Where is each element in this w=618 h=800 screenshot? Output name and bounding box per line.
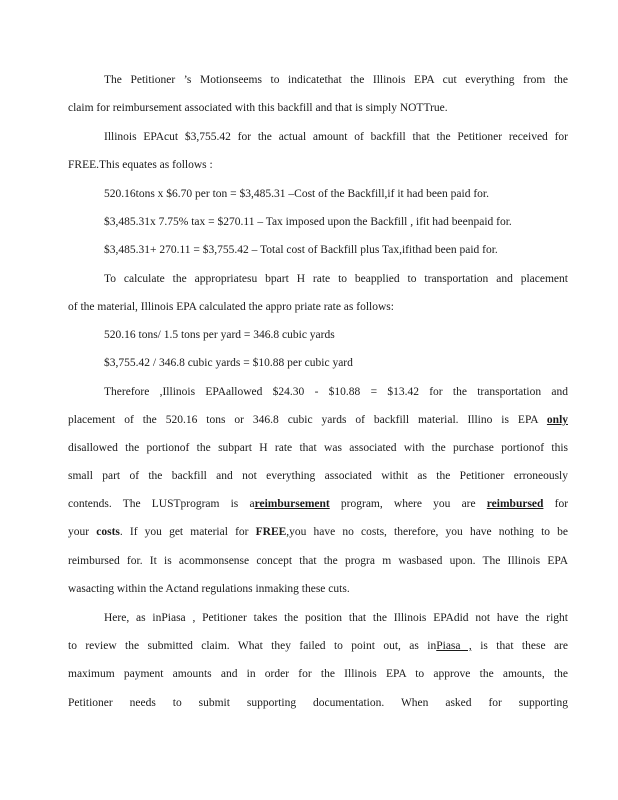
paragraph-4-line-1: Therefore ,Illinois EPAallowed $24.30 - $10.88 = $13.42 for the transportation and xyxy=(104,386,568,398)
paragraph-5-line-4: Petitioner needs to submit supporting documentation. When asked for supporting xyxy=(68,697,568,709)
paragraph-3-line-2: of the material, Illinois EPA calculated the appro priate rate as follows: xyxy=(68,301,394,313)
paragraph-4-line-8: wasacting within the Actand regulations inmaking these cuts. xyxy=(68,583,350,595)
emphasis-reimbursed: reimbursed xyxy=(486,498,544,510)
paragraph-5-line-3: maximum payment amounts and in order for the Illinois EPA to approve the amounts, the xyxy=(68,668,568,680)
paragraph-4-line-5-text-b: program, where you are xyxy=(340,498,476,510)
emphasis-only: only xyxy=(546,414,568,426)
paragraph-4-line-6-text-b: . If you get material for xyxy=(119,526,249,538)
paragraph-5-line-2 xyxy=(68,636,568,656)
paragraph-4-line-7: reimbursed for. It is acommonsense concept that the progra m wasbased upon. The Illinois EPA xyxy=(68,555,568,567)
paragraph-4-line-5 xyxy=(68,494,568,514)
paragraph-4-line-6-text-a: your xyxy=(68,526,90,538)
paragraph-5-line-1: Here, as inPiasa , Petitioner takes the position that the Illinois EPAdid not have the right xyxy=(104,612,568,624)
paragraph-5-line-2-text-a: to review the submitted claim. What they failed to point out, as in xyxy=(68,640,437,652)
emphasis-costs: costs xyxy=(96,526,120,538)
paragraph-2-line-2: FREE.This equates as follows : xyxy=(68,159,213,171)
paragraph-2-line-1: Illinois EPAcut $3,755.42 for the actual amount of backfill that the Petitioner received for xyxy=(104,131,568,143)
paragraph-1-line-2: claim for reimbursement associated with this backfill and that is simply NOTTrue. xyxy=(68,102,448,114)
paragraph-4-line-3: disallowed the portionof the subpart H rate that was associated with the purchase portionof this xyxy=(68,442,568,454)
paragraph-4-line-4: small part of the backfill and not everything associated withit as the Petitioner erroneously xyxy=(68,470,568,482)
paragraph-4-line-6 xyxy=(68,522,568,542)
paragraph-4-line-5-text-a: contends. The LUSTprogram is a xyxy=(68,498,255,510)
emphasis-piasa: Piasa , xyxy=(436,640,472,652)
emphasis-reimbursement: reimbursement xyxy=(254,498,330,510)
calculation-line-total: $3,485.31+ 270.11 = $3,755.42 – Total cost of Backfill plus Tax,ifithad been paid for. xyxy=(104,244,498,256)
rate-line-per-yard: $3,755.42 / 346.8 cubic yards = $10.88 per cubic yard xyxy=(104,357,353,369)
rate-line-yards: 520.16 tons/ 1.5 tons per yard = 346.8 cubic yards xyxy=(104,329,335,341)
paragraph-4-line-2 xyxy=(68,410,568,430)
paragraph-4-line-5-text-c: for xyxy=(554,498,568,510)
calculation-line-cost: 520.16tons x $6.70 per ton = $3,485.31 –Cost of the Backfill,if it had been paid for. xyxy=(104,188,489,200)
paragraph-4-line-6-text-c: ,you have no costs, therefore, you have nothing to be xyxy=(286,526,568,538)
calculation-line-tax: $3,485.31x 7.75% tax = $270.11 – Tax imposed upon the Backfill , ifit had beenpaid for. xyxy=(104,216,512,228)
paragraph-1-line-1: The Petitioner ’s Motionseems to indicatethat the Illinois EPA cut everything from the xyxy=(104,74,568,86)
paragraph-4-line-2-text: placement of the 520.16 tons or 346.8 cubic yards of backfill material. Illino is EPA xyxy=(68,414,538,426)
emphasis-free: FREE xyxy=(255,526,287,538)
paragraph-3-line-1: To calculate the appropriatesu bpart H rate to beapplied to transportation and placement xyxy=(104,273,568,285)
paragraph-5-line-2-text-b: is that these are xyxy=(480,640,568,652)
